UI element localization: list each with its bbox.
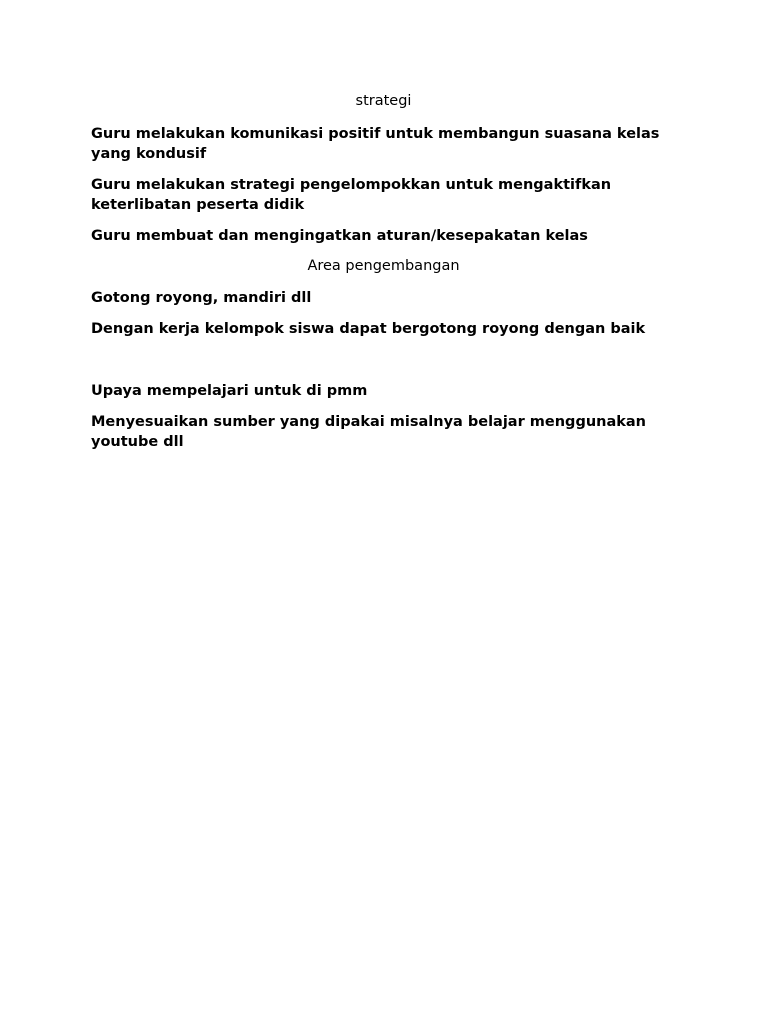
upaya-item-1: Upaya mempelajari untuk di pmm (91, 383, 368, 399)
blank-line (91, 350, 681, 381)
heading-area-pengembangan: Area pengembangan (307, 258, 460, 274)
heading-strategi: strategi (355, 93, 412, 109)
upaya-item-2: Menyesuaikan sumber yang dipakai misalnya belajar menggunakan youtube dll (91, 414, 647, 450)
strategi-item-3: Guru membuat dan mengingatkan aturan/kesepakatan kelas (91, 228, 588, 244)
document-content (91, 92, 681, 463)
area-item-2: Dengan kerja kelompok siswa dapat bergotong royong dengan baik (91, 321, 646, 337)
strategi-item-2: Guru melakukan strategi pengelompokkan untuk mengaktifkan keterlibatan peserta didik (91, 177, 612, 213)
strategi-item-1: Guru melakukan komunikasi positif untuk membangun suasana kelas yang kondusif (91, 126, 660, 162)
area-item-1: Gotong royong, mandiri dll (91, 290, 312, 306)
